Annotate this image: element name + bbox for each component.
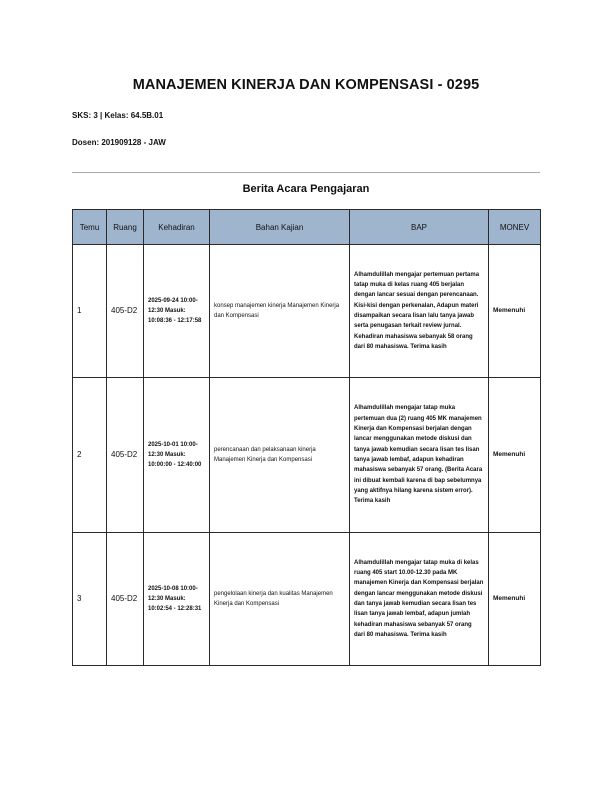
cell-temu: 1 [73,245,107,378]
table-row [73,245,541,378]
cell-bap: Alhamdulillah mengajar tatap muka di kelas ruang 405 start 10.00-12.30 pada MK manajemen Kinerja dan Kompensasi berjalan dengan lancar menggunakan metode diskusi dan tanya jawab kemudian secara lisan tes lisan tanya jawab lembaf, adapun jumlah kehadiran mahasiswa sebanyak 57 orang dari 80 mahasiswa. Terima kasih [350,533,489,666]
column-header-bahan-kajian: Bahan Kajian [210,210,350,245]
column-header-temu: Temu [73,210,107,245]
cell-bap: Alhamdulillah mengajar tatap muka pertemuan dua (2) ruang 405 MK manajemen Kinerja dan Kompensasi berjalan dengan lancar menggunakan metode diskusi dan tanya jawab kemudian secara lisan tes lisan tanya jawab lembaf, adapun kehadiran mahasiswa sebanyak 57 orang. (Berita Acara ini dibuat kembali karena di bap sebelumnya yang aktifnya hilang karena sistem error). Terima kasih [350,378,489,533]
dosen-line: Dosen: 201909128 - JAW [72,138,166,147]
cell-kehadiran: 2025-09-24 10:00-12:30 Masuk: 10:08:36 - 12:17:58 [144,245,210,378]
cell-bahan-kajian: perencanaan dan pelaksanaan kinerja Manajemen Kinerja dan Kompensasi [210,378,350,533]
cell-bahan-kajian: pengelolaan kinerja dan kualitas Manajemen Kinerja dan Kompensasi [210,533,350,666]
column-header-kehadiran: Kehadiran [144,210,210,245]
bap-table [72,209,541,666]
table-row [73,533,541,666]
cell-ruang: 405-D2 [107,533,144,666]
column-header-monev: MONEV [489,210,541,245]
table-header-row [73,210,541,245]
cell-bap: Alhamdulillah mengajar pertemuan pertama tatap muka di kelas ruang 405 berjalan dengan lancar sesuai dengan perencanaan. Kisi-kisi dengan perkenalan, Adapun materi disampaikan secara lisan lalu tanya jawab serta penugasan terkait review jurnal. Kehadiran mahasiswa sebanyak 58 orang dari 80 mahasiswa. Terima kasih [350,245,489,378]
cell-ruang: 405-D2 [107,245,144,378]
cell-kehadiran: 2025-10-01 10:00-12:30 Masuk: 10:00:00 - 12:40:00 [144,378,210,533]
cell-kehadiran: 2025-10-08 10:00-12:30 Masuk: 10:02:54 - 12:28:31 [144,533,210,666]
section-title: Berita Acara Pengajaran [242,183,370,195]
cell-temu: 2 [73,378,107,533]
table-row [73,378,541,533]
cell-monev: Memenuhi [489,378,541,533]
cell-temu: 3 [73,533,107,666]
sks-kelas-line: SKS: 3 | Kelas: 64.5B.01 [72,111,164,120]
column-header-bap: BAP [350,210,489,245]
column-header-ruang: Ruang [107,210,144,245]
cell-bahan-kajian: konsep manajemen kinerja Manajemen Kinerja dan Kompensasi [210,245,350,378]
cell-ruang: 405-D2 [107,378,144,533]
cell-monev: Memenuhi [489,533,541,666]
course-title: MANAJEMEN KINERJA DAN KOMPENSASI - 0295 [132,77,480,93]
cell-monev: Memenuhi [489,245,541,378]
horizontal-divider [72,172,540,173]
